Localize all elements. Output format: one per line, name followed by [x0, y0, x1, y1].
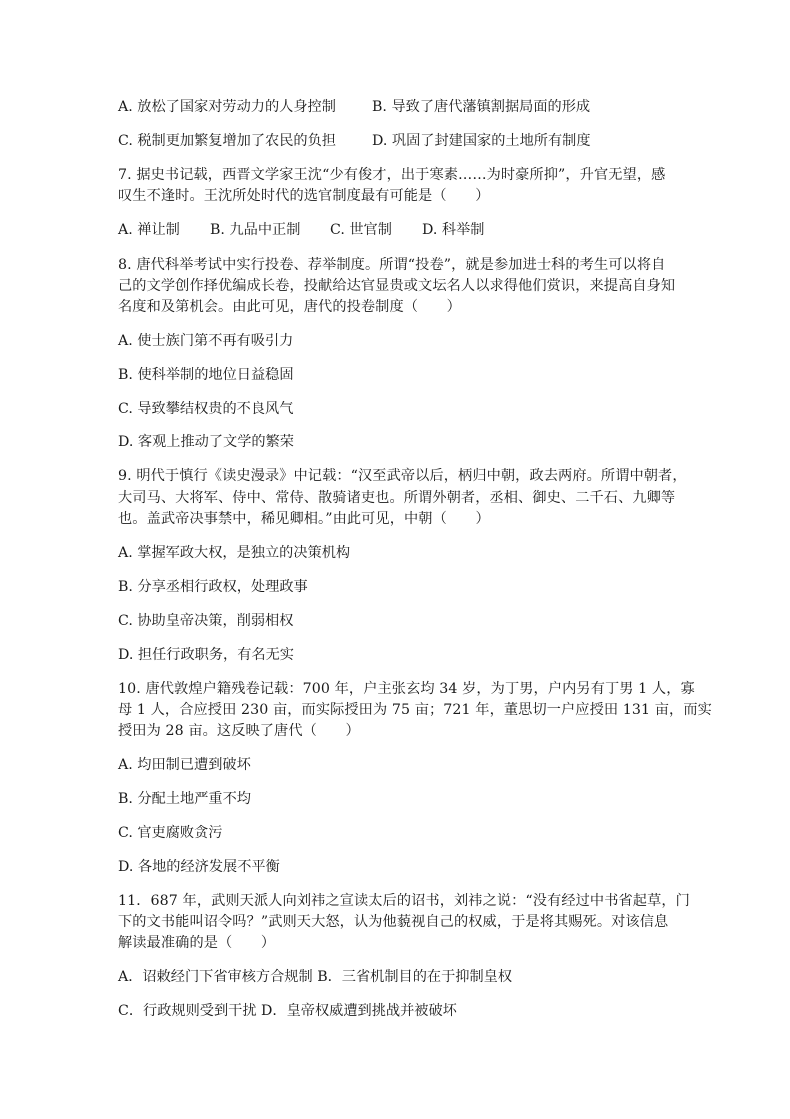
q6-option-a: A. 放松了国家对劳动力的人身控制 [118, 99, 336, 115]
q7-stem-line-1: 7. 据史书记载，西晋文学家王沈“少有俊才，出于寒素……为时豪所抑”，升官无望，感 [118, 167, 666, 183]
q9-stem-line-1: 9. 明代于慎行《读史漫录》中记载：“汉至武帝以后，柄归中朝，政去两府。所谓中朝者， [118, 468, 687, 484]
q10-option-a: A. 均田制已遭到破坏 [118, 757, 251, 773]
q8-option-c: C. 导致攀结权贵的不良风气 [118, 401, 294, 417]
q8-option-a: A. 使士族门第不再有吸引力 [118, 333, 294, 349]
q6-option-c: C. 税制更加繁复增加了农民的负担 [118, 133, 336, 149]
q11-stem-line-3: 解读最准确的是（ ） [118, 935, 276, 951]
q11-stem-line-2: 下的文书能叫诏令吗？”武则天大怒，认为他藐视自己的权威，于是将其赐死。对该信息 [118, 914, 669, 930]
q9-option-c: C. 协助皇帝决策，削弱相权 [118, 613, 294, 629]
q11-options-line-1: A．诏敕经门下省审核方合规制 B．三省机制目的在于抑制皇权 [118, 969, 513, 985]
q8-stem-line-1: 8. 唐代科举考试中实行投卷、荐举制度。所谓“投卷”，就是参加进士科的考生可以将自 [118, 257, 666, 273]
q9-option-d: D. 担任行政职务，有名无实 [118, 647, 294, 663]
q11-stem-line-1: 11．687 年，武则天派人向刘祎之宣读太后的诏书，刘祎之说：“没有经过中书省起草，门 [118, 893, 690, 909]
q8-stem-line-3: 名度和及第机会。由此可见，唐代的投卷制度（ ） [118, 299, 461, 315]
q7-option-b: B. 九品中正制 [210, 222, 301, 238]
q10-stem-line-2: 母 1 人，合应授田 230 亩，而实际授田为 75 亩；721 年，董思切一户应授田 131 亩，而实 [118, 702, 712, 718]
q6-option-d: D. 巩固了封建国家的土地所有制度 [372, 133, 591, 149]
q7-option-c: C. 世官制 [330, 222, 392, 238]
q10-stem-line-3: 授田为 28 亩。这反映了唐代（ ） [118, 723, 360, 739]
q9-stem-line-2: 大司马、大将军、侍中、常侍、散骑诸吏也。所谓外朝者，丞相、御史、二千石、九卿等 [118, 490, 676, 506]
q10-option-c: C. 官吏腐败贪污 [118, 825, 223, 841]
q9-option-b: B. 分享丞相行政权，处理政事 [118, 579, 308, 595]
q8-option-d: D. 客观上推动了文学的繁荣 [118, 434, 294, 450]
q8-stem-line-2: 己的文学创作择优编成长卷，投献给达官显贵或文坛名人以求得他们赏识，来提高自身知 [118, 278, 676, 294]
q9-option-a: A. 掌握军政大权，是独立的决策机构 [118, 545, 351, 561]
q10-option-d: D. 各地的经济发展不平衡 [118, 859, 280, 875]
q10-stem-line-1: 10. 唐代敦煌户籍残卷记载：700 年，户主张玄均 34 岁，为丁男，户内另有丁男 1 人，寡 [118, 681, 695, 697]
q9-stem-line-3: 也。盖武帝决事禁中，稀见卿相。”由此可见，中朝（ ） [118, 511, 490, 527]
q7-option-a: A. 禅让制 [118, 222, 180, 238]
q11-options-line-2: C．行政规则受到干扰 D．皇帝权威遭到挑战并被破坏 [118, 1003, 457, 1019]
q8-option-b: B. 使科举制的地位日益稳固 [118, 367, 294, 383]
q7-option-d: D. 科举制 [422, 222, 485, 238]
q10-option-b: B. 分配土地严重不均 [118, 791, 251, 807]
q6-option-b: B. 导致了唐代藩镇割据局面的形成 [372, 99, 591, 115]
q7-stem-line-2: 叹生不逢时。王沈所处时代的选官制度最有可能是（ ） [118, 188, 490, 204]
